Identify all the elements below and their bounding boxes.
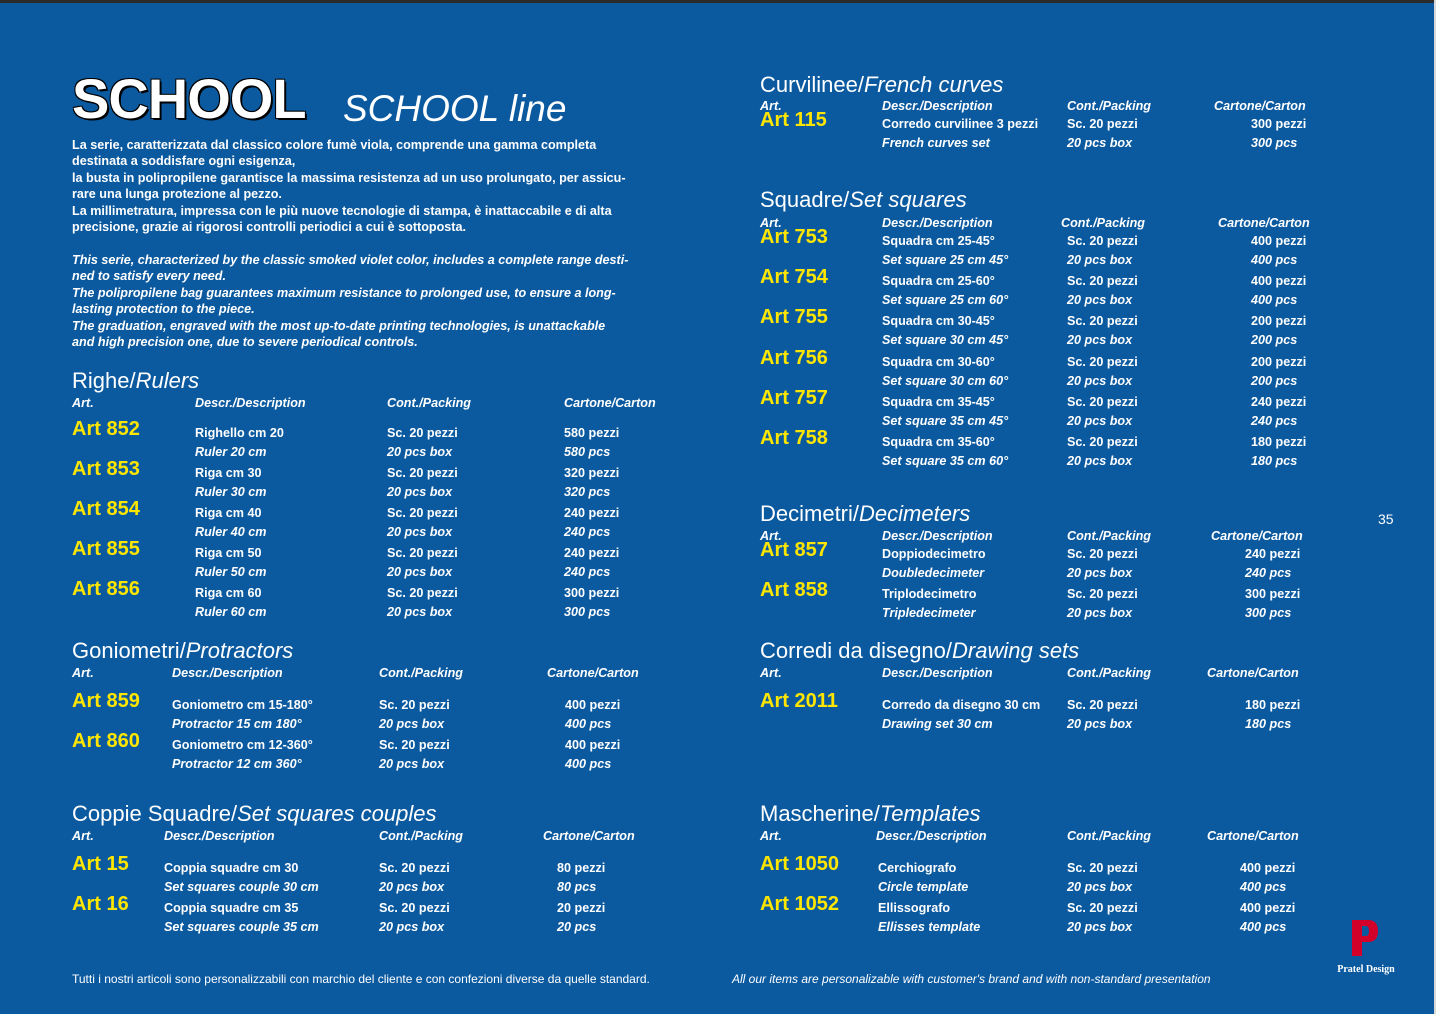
description-it: Riga cm 40 [195, 506, 262, 520]
carton-en: 240 pcs [564, 565, 611, 579]
page-number: 35 [1378, 511, 1394, 527]
intro-line: lasting protection to the piece. [72, 302, 255, 317]
carton-en: 180 pcs [1245, 717, 1292, 731]
carton-it: 240 pezzi [1251, 394, 1307, 409]
carton-it: 180 pezzi [1251, 435, 1307, 449]
article-number: Art 2011 [760, 690, 838, 712]
carton-it: 20 pezzi [557, 901, 606, 915]
section-title [760, 72, 1003, 98]
packing-en: 20 pcs box [379, 880, 445, 894]
description-en: Ruler 60 cm [195, 605, 267, 619]
intro-line: La serie, caratterizzata dal classico colore fumè viola, comprende una gamma completa [72, 138, 597, 152]
header-carton: Cartone/Carton [543, 829, 635, 843]
description-en: Set square 35 cm 45° [882, 413, 1009, 428]
section-title-en: Rulers [135, 368, 200, 393]
description-en: Ruler 30 cm [195, 485, 267, 499]
carton-it: 300 pezzi [1251, 117, 1307, 131]
section-title [72, 638, 293, 664]
article-number: Art 1052 [760, 893, 839, 915]
header-carton: Cartone/Carton [1207, 829, 1299, 843]
article-number: Art 856 [72, 578, 140, 600]
packing-it: Sc. 20 pezzi [379, 861, 450, 875]
description-it: Riga cm 60 [195, 586, 262, 600]
header-carton: Cartone/Carton [547, 666, 639, 680]
description-it: Squadra cm 30-60° [882, 354, 995, 369]
description-en: Doubledecimeter [882, 566, 985, 580]
packing-en: 20 pcs box [1067, 373, 1133, 388]
article-number: Art 860 [72, 730, 140, 752]
top-border [0, 0, 1436, 3]
packing-en: 20 pcs box [379, 920, 445, 934]
section-title-en: Decimeters [859, 501, 971, 526]
footer-english: All our items are personalizable with customer's brand and with non-standard presentation [732, 972, 1211, 986]
packing-it: Sc. 20 pezzi [387, 426, 458, 440]
carton-it: 240 pezzi [564, 506, 620, 520]
packing-it: Sc. 20 pezzi [1067, 274, 1138, 289]
packing-en: 20 pcs box [1067, 606, 1133, 620]
section-title-it: Squadre/ [760, 187, 850, 212]
header-carton: Cartone/Carton [1207, 666, 1299, 680]
header-art: Art. [760, 529, 782, 543]
section-title [72, 801, 436, 827]
header-carton: Cartone/Carton [1211, 529, 1303, 543]
description-en: Set square 30 cm 45° [882, 333, 1009, 348]
description-en: Protractor 15 cm 180° [172, 717, 302, 731]
packing-en: 20 pcs box [379, 757, 445, 771]
description-it: Coppia squadre cm 35 [164, 901, 299, 915]
article-number: Art 1050 [760, 853, 839, 875]
header-art: Art. [760, 829, 782, 843]
packing-en: 20 pcs box [1067, 880, 1133, 894]
packing-en: 20 pcs box [387, 445, 453, 459]
packing-it: Sc. 20 pezzi [1067, 117, 1138, 131]
header-packing: Cont./Packing [387, 396, 471, 410]
carton-en: 240 pcs [564, 525, 611, 539]
section-title-en: Drawing sets [952, 638, 1080, 663]
description-en: Drawing set 30 cm [882, 717, 993, 731]
intro-line: destinata a soddisfare ogni esigenza, [72, 154, 296, 169]
carton-en: 400 pcs [1240, 920, 1287, 934]
article-number: Art 857 [760, 539, 828, 561]
packing-it: Sc. 20 pezzi [379, 738, 450, 752]
article-number: Art 115 [760, 109, 827, 131]
description-it: Squadra cm 35-60° [882, 435, 995, 449]
carton-en: 580 pcs [564, 445, 611, 459]
description-en: Set square 35 cm 60° [882, 454, 1009, 468]
article-number: Art 756 [760, 346, 828, 369]
page-title: SCHOOL [72, 67, 306, 130]
header-art: Art. [760, 216, 782, 230]
description-it: Cerchiografo [878, 861, 957, 875]
article-number: Art 755 [760, 306, 828, 329]
description-it: Riga cm 50 [195, 546, 262, 560]
section-title [760, 501, 970, 527]
carton-it: 400 pezzi [565, 698, 621, 712]
header-description: Descr./Description [882, 99, 993, 113]
section-title-it: Coppie Squadre/ [72, 801, 238, 826]
description-en: Ellisses template [878, 920, 981, 934]
section-title-it: Righe/ [72, 368, 136, 393]
header-description: Descr./Description [882, 666, 993, 680]
carton-it: 400 pezzi [1251, 274, 1307, 289]
description-en: Set square 30 cm 60° [882, 373, 1009, 388]
header-description: Descr./Description [882, 529, 993, 543]
carton-en: 80 pcs [557, 880, 597, 894]
carton-en: 300 pcs [1251, 136, 1298, 150]
description-it: Squadra cm 35-45° [882, 394, 995, 409]
carton-it: 400 pezzi [1240, 861, 1296, 875]
carton-it: 200 pezzi [1251, 354, 1307, 369]
carton-en: 240 pcs [1245, 566, 1292, 580]
packing-en: 20 pcs box [1067, 136, 1133, 150]
description-it: Righello cm 20 [195, 426, 284, 440]
packing-en: 20 pcs box [1067, 920, 1133, 934]
description-en: French curves set [882, 136, 990, 150]
description-en: Set squares couple 30 cm [164, 880, 319, 894]
article-number: Art 16 [72, 893, 129, 915]
description-en: Ruler 40 cm [195, 525, 267, 539]
carton-en: 200 pcs [1251, 333, 1298, 348]
intro-line: rare una lunga protezione al pezzo. [72, 187, 282, 202]
packing-it: Sc. 20 pezzi [379, 698, 450, 712]
intro-line: precisione, grazie ai rigorosi controlli periodici a cui è sottoposta. [72, 220, 466, 235]
logo-text: Pratel Design [1337, 964, 1395, 975]
header-packing: Cont./Packing [1067, 666, 1151, 680]
carton-en: 180 pcs [1251, 454, 1298, 468]
packing-en: 20 pcs box [387, 605, 453, 619]
header-carton: Cartone/Carton [564, 396, 656, 410]
carton-it: 300 pezzi [564, 586, 620, 600]
carton-en: 320 pcs [564, 485, 611, 499]
packing-it: Sc. 20 pezzi [1067, 394, 1138, 409]
header-description: Descr./Description [882, 216, 993, 230]
intro-line: la busta in polipropilene garantisce la massima resistenza ad un uso prolungato, per assicu- [72, 170, 626, 185]
header-description: Descr./Description [876, 829, 987, 843]
article-number: Art 753 [760, 226, 828, 248]
intro-line: ned to satisfy every need. [72, 269, 226, 284]
pratel-logo-icon [1350, 918, 1380, 958]
carton-en: 300 pcs [564, 605, 611, 619]
header-description: Descr./Description [172, 666, 283, 680]
pratel-design-logo [1326, 918, 1406, 978]
description-it: Triplodecimetro [882, 587, 977, 601]
intro-italian [72, 137, 677, 235]
description-it: Squadra cm 25-45° [882, 234, 995, 248]
description-it: Ellissografo [878, 901, 951, 915]
section-title-en: Templates [879, 801, 981, 826]
packing-en: 20 pcs box [1067, 413, 1133, 428]
packing-it: Sc. 20 pezzi [1067, 354, 1138, 369]
section-title-it: Mascherine/ [760, 801, 880, 826]
article-number: Art 854 [72, 498, 140, 520]
page-subtitle: SCHOOL line [343, 88, 567, 129]
packing-en: 20 pcs box [1067, 253, 1133, 267]
intro-english [72, 252, 677, 350]
carton-it: 320 pezzi [564, 466, 620, 480]
carton-en: 240 pcs [1251, 413, 1298, 428]
packing-en: 20 pcs box [1067, 454, 1133, 468]
description-en: Set squares couple 35 cm [164, 920, 319, 934]
header-packing: Cont./Packing [1067, 99, 1151, 113]
carton-it: 80 pezzi [557, 861, 606, 875]
article-number: Art 859 [72, 690, 140, 712]
intro-line: and high precision one, due to severe periodical controls. [72, 335, 418, 350]
section-title-en: Set squares couples [237, 801, 437, 826]
description-en: Set square 25 cm 45° [882, 253, 1009, 267]
section-title-it: Curvilinee/ [760, 72, 864, 97]
intro-line: This serie, characterized by the classic smoked violet color, includes a complete range desti- [72, 253, 629, 267]
packing-it: Sc. 20 pezzi [387, 466, 458, 480]
packing-it: Sc. 20 pezzi [1067, 698, 1138, 712]
header-carton: Cartone/Carton [1214, 99, 1306, 113]
section-title [760, 801, 981, 827]
header-art: Art. [72, 666, 94, 680]
section-title-en: French curves [863, 72, 1004, 97]
carton-it: 240 pezzi [1245, 547, 1301, 561]
carton-en: 200 pcs [1251, 373, 1298, 388]
packing-it: Sc. 20 pezzi [387, 586, 458, 600]
header-packing: Cont./Packing [379, 829, 463, 843]
packing-it: Sc. 20 pezzi [1067, 314, 1138, 329]
header-art: Art. [760, 99, 782, 113]
description-it: Squadra cm 30-45° [882, 314, 995, 329]
section-title-it: Decimetri/ [760, 501, 860, 526]
description-en: Ruler 20 cm [195, 445, 267, 459]
header-art: Art. [760, 666, 782, 680]
header-art: Art. [72, 396, 94, 410]
description-it: Corredo curvilinee 3 pezzi [882, 117, 1039, 131]
packing-it: Sc. 20 pezzi [1067, 435, 1138, 449]
packing-it: Sc. 20 pezzi [387, 546, 458, 560]
packing-it: Sc. 20 pezzi [379, 901, 450, 915]
article-number: Art 754 [760, 266, 828, 289]
section-title-en: Protractors [185, 638, 294, 663]
header-carton: Cartone/Carton [1218, 216, 1310, 230]
header-packing: Cont./Packing [1067, 529, 1151, 543]
packing-it: Sc. 20 pezzi [1067, 861, 1138, 875]
header-art: Art. [72, 829, 94, 843]
packing-en: 20 pcs box [387, 485, 453, 499]
description-it: Doppiodecimetro [882, 547, 986, 561]
packing-en: 20 pcs box [379, 717, 445, 731]
packing-en: 20 pcs box [387, 525, 453, 539]
intro-line: The graduation, engraved with the most up-to-date printing technologies, is unattackable [72, 318, 606, 333]
header-packing: Cont./Packing [379, 666, 463, 680]
section-title [760, 638, 1079, 664]
footer-italian: Tutti i nostri articoli sono personalizzabili con marchio del cliente e con confezioni diverse da quelle standard. [72, 972, 650, 986]
packing-en: 20 pcs box [1067, 333, 1133, 348]
description-en: Circle template [878, 880, 969, 894]
section-title-en: Set squares [849, 187, 967, 212]
description-it: Squadra cm 25-60° [882, 274, 995, 289]
article-number: Art 858 [760, 579, 828, 601]
packing-en: 20 pcs box [1067, 717, 1133, 731]
packing-it: Sc. 20 pezzi [1067, 587, 1138, 601]
carton-en: 400 pcs [565, 717, 612, 731]
carton-it: 180 pezzi [1245, 698, 1301, 712]
carton-it: 300 pezzi [1245, 587, 1301, 601]
intro-line: The polipropilene bag guarantees maximum resistance to prolonged use, to ensure a long- [72, 285, 616, 300]
carton-en: 300 pcs [1245, 606, 1292, 620]
carton-en: 400 pcs [565, 757, 612, 771]
description-en: Ruler 50 cm [195, 565, 267, 579]
carton-en: 20 pcs [557, 920, 597, 934]
article-number: Art 853 [72, 458, 140, 480]
article-number: Art 757 [760, 386, 828, 409]
description-en: Tripledecimeter [882, 606, 976, 620]
section-title [72, 368, 199, 394]
packing-en: 20 pcs box [1067, 293, 1133, 308]
header-packing: Cont./Packing [1067, 829, 1151, 843]
description-it: Coppia squadre cm 30 [164, 861, 299, 875]
description-it: Goniometro cm 12-360° [172, 738, 313, 752]
description-it: Goniometro cm 15-180° [172, 698, 313, 712]
description-it: Riga cm 30 [195, 466, 262, 480]
description-en: Set square 25 cm 60° [882, 293, 1009, 308]
packing-it: Sc. 20 pezzi [1067, 234, 1138, 248]
packing-en: 20 pcs box [1067, 566, 1133, 580]
packing-it: Sc. 20 pezzi [1067, 547, 1138, 561]
carton-en: 400 pcs [1251, 293, 1298, 308]
carton-it: 400 pezzi [1240, 901, 1296, 915]
section-title-it: Corredi da disegno/ [760, 638, 953, 663]
description-en: Protractor 12 cm 360° [172, 757, 302, 771]
article-number: Art 758 [760, 427, 828, 449]
packing-en: 20 pcs box [387, 565, 453, 579]
carton-en: 400 pcs [1240, 880, 1287, 894]
packing-it: Sc. 20 pezzi [1067, 901, 1138, 915]
section-title-it: Goniometri/ [72, 638, 186, 663]
header-description: Descr./Description [195, 396, 306, 410]
header-packing: Cont./Packing [1061, 216, 1145, 230]
article-number: Art 852 [72, 418, 140, 440]
description-it: Corredo da disegno 30 cm [882, 698, 1041, 712]
article-number: Art 15 [72, 853, 129, 875]
section-title [760, 187, 967, 213]
intro-line: La millimetratura, impressa con le più nuove tecnologie di stampa, è inattaccabile e di alta [72, 203, 612, 218]
carton-en: 400 pcs [1251, 253, 1298, 267]
packing-it: Sc. 20 pezzi [387, 506, 458, 520]
header-description: Descr./Description [164, 829, 275, 843]
article-number: Art 855 [72, 538, 140, 560]
carton-it: 580 pezzi [564, 426, 620, 440]
carton-it: 240 pezzi [564, 546, 620, 560]
carton-it: 400 pezzi [1251, 234, 1307, 248]
carton-it: 400 pezzi [565, 738, 621, 752]
carton-it: 200 pezzi [1251, 314, 1307, 329]
